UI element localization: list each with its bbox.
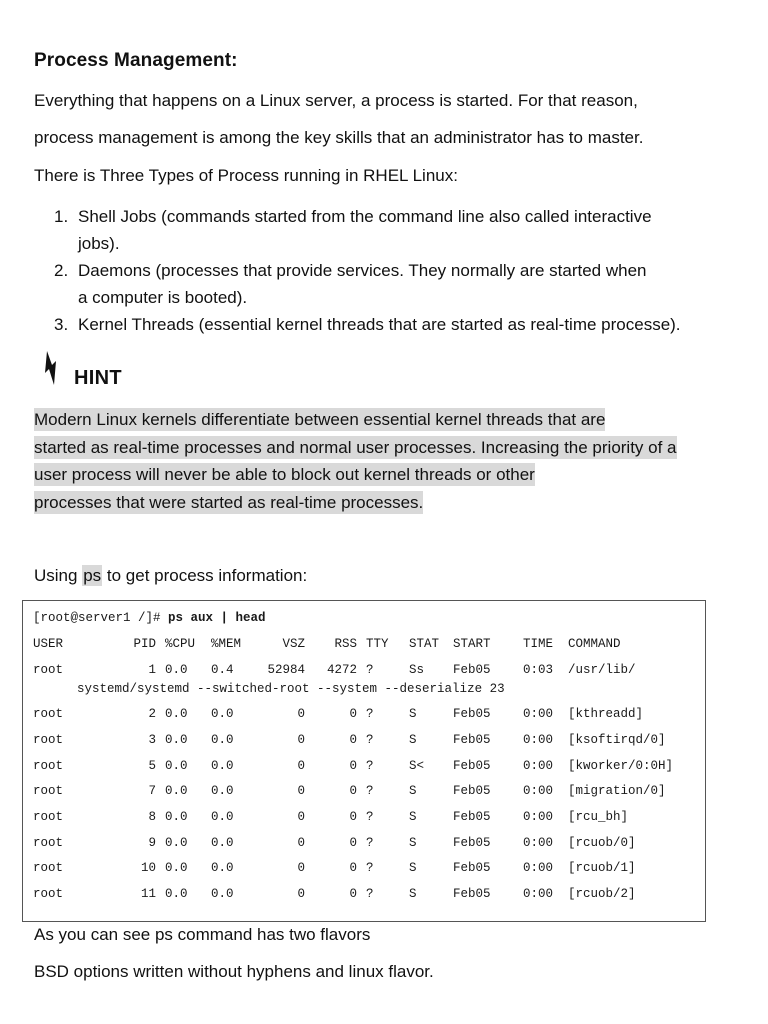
- table-cell: [rcu_bh]: [568, 810, 629, 824]
- table-cell: 52984: [267, 663, 305, 677]
- hint-text: [34, 406, 677, 516]
- table-cell: root: [33, 836, 64, 850]
- table-cell: 0: [297, 707, 305, 721]
- table-row: [23, 733, 705, 749]
- column-header: START: [453, 637, 491, 651]
- table-cell: 0.0: [211, 733, 234, 747]
- table-cell: 0: [349, 836, 357, 850]
- table-cell: ?: [366, 707, 374, 721]
- table-cell: 0: [297, 784, 305, 798]
- list-item: 3. Kernel Threads (essential kernel threads that are started as real-time processe).: [54, 315, 681, 334]
- column-header: VSZ: [282, 637, 305, 651]
- hint-label: HINT: [74, 367, 122, 389]
- list-item: 2. Daemons (processes that provide services. They normally are started when a computer is booted).: [54, 261, 647, 307]
- table-cell: S: [409, 861, 417, 875]
- intro-line-1: Everything that happens on a Linux server, a process is started. For that reason,: [34, 91, 638, 110]
- column-header: %MEM: [211, 637, 242, 651]
- table-cell: 8: [148, 810, 156, 824]
- hint-line-1: Modern Linux kernels differentiate between essential kernel threads that are: [34, 410, 606, 429]
- table-cell: 5: [148, 759, 156, 773]
- table-cell: ?: [366, 887, 374, 901]
- table-cell: ?: [366, 784, 374, 798]
- table-cell: 10: [140, 861, 156, 875]
- table-cell: 0.0: [165, 861, 188, 875]
- table-cell: root: [33, 733, 64, 747]
- table-cell: 0: [297, 836, 305, 850]
- table-cell: 0: [349, 707, 357, 721]
- table-cell: root: [33, 663, 64, 677]
- table-cell: 0.0: [211, 861, 234, 875]
- table-row: [23, 887, 705, 903]
- table-cell: Feb05: [453, 836, 491, 850]
- list-item: 1. Shell Jobs (commands started from the command line also called interactive jobs).: [54, 207, 652, 253]
- table-cell: ?: [366, 663, 374, 677]
- table-cell: 0:00: [523, 810, 554, 824]
- table-cell: root: [33, 887, 64, 901]
- table-cell: S: [409, 707, 417, 721]
- table-cell: Ss: [409, 663, 425, 677]
- table-cell: root: [33, 759, 64, 773]
- table-cell: 0.0: [211, 707, 234, 721]
- terminal-output: [22, 600, 706, 922]
- column-header: RSS: [334, 637, 357, 651]
- table-cell: Feb05: [453, 733, 491, 747]
- table-cell: 0.0: [165, 836, 188, 850]
- table-cell: 0.0: [165, 733, 188, 747]
- table-cell: ?: [366, 759, 374, 773]
- table-row: [23, 759, 705, 775]
- table-row: [23, 810, 705, 826]
- table-cell: S: [409, 784, 417, 798]
- table-cell: 0:00: [523, 707, 554, 721]
- table-cell: Feb05: [453, 663, 491, 677]
- after-line-2: BSD options written without hyphens and linux flavor.: [34, 962, 434, 981]
- table-cell: ?: [366, 861, 374, 875]
- table-cell: 11: [140, 887, 156, 901]
- table-cell: 0.0: [165, 663, 188, 677]
- table-cell: Feb05: [453, 810, 491, 824]
- table-cell: Feb05: [453, 759, 491, 773]
- table-row: [23, 836, 705, 852]
- table-cell: 0.0: [211, 887, 234, 901]
- table-cell: 0: [297, 861, 305, 875]
- table-cell: 0.0: [165, 810, 188, 824]
- hint-line-2: started as real-time processes and normal user processes. Increasing the priority of a: [34, 437, 677, 457]
- table-cell: 0:00: [523, 784, 554, 798]
- table-cell: 9: [148, 836, 156, 850]
- table-cell: S<: [409, 759, 425, 773]
- using-ps-line: Using ps to get process information:: [34, 566, 308, 585]
- column-header: TIME: [523, 637, 554, 651]
- hint-arrow-icon: [40, 349, 64, 387]
- terminal-command: ps aux | head: [168, 611, 266, 625]
- column-header: %CPU: [165, 637, 196, 651]
- process-types-list: [54, 203, 758, 338]
- table-cell: [migration/0]: [568, 784, 666, 798]
- table-cell: Feb05: [453, 861, 491, 875]
- table-cell: 0: [349, 887, 357, 901]
- table-cell: S: [409, 887, 417, 901]
- table-cell: 0:00: [523, 733, 554, 747]
- table-cell: 4272: [326, 663, 357, 677]
- table-cell: Feb05: [453, 784, 491, 798]
- table-cell: Feb05: [453, 707, 491, 721]
- table-cell: ?: [366, 836, 374, 850]
- after-line-1: As you can see ps command has two flavors: [34, 925, 371, 944]
- table-cell: [rcuob/0]: [568, 836, 636, 850]
- table-cell: 0.0: [165, 887, 188, 901]
- table-cell: 0:00: [523, 759, 554, 773]
- intro-line-2: process management is among the key skills that an administrator has to master.: [34, 128, 644, 147]
- table-cell: 0: [297, 759, 305, 773]
- column-header: PID: [133, 637, 156, 651]
- table-row: [23, 784, 705, 800]
- table-cell: [rcuob/2]: [568, 887, 636, 901]
- column-header: TTY: [366, 637, 389, 651]
- table-cell: S: [409, 810, 417, 824]
- intro-line-3: There is Three Types of Process running in RHEL Linux:: [34, 166, 458, 185]
- table-cell: [ksoftirqd/0]: [568, 733, 666, 747]
- table-cell: [rcuob/1]: [568, 861, 636, 875]
- table-cell: 0: [297, 887, 305, 901]
- column-header: STAT: [409, 637, 440, 651]
- table-cell: 0: [349, 784, 357, 798]
- table-cell: 0:03: [523, 663, 554, 677]
- section-title: Process Management:: [34, 50, 238, 71]
- table-cell: 3: [148, 733, 156, 747]
- table-cell: 0: [349, 861, 357, 875]
- table-cell: 0.0: [211, 784, 234, 798]
- column-header: COMMAND: [568, 637, 621, 651]
- table-cell: [kworker/0:0H]: [568, 759, 674, 773]
- table-cell: 0.0: [211, 759, 234, 773]
- table-cell: 0.4: [211, 663, 234, 677]
- table-cell: 0:00: [523, 887, 554, 901]
- table-cell: ?: [366, 733, 374, 747]
- table-cell: 0: [349, 759, 357, 773]
- table-cell: 0: [349, 810, 357, 824]
- table-cell: [kthreadd]: [568, 707, 644, 721]
- table-cell: 0.0: [211, 836, 234, 850]
- table-cell: 0.0: [211, 810, 234, 824]
- table-header: [23, 637, 705, 653]
- ps-command-highlight: ps: [83, 566, 102, 585]
- table-cell: root: [33, 784, 64, 798]
- table-cell: ?: [366, 810, 374, 824]
- table-cell: 0:00: [523, 861, 554, 875]
- table-cell: root: [33, 861, 64, 875]
- table-row: [23, 707, 705, 723]
- table-row: [23, 663, 705, 679]
- column-header: USER: [33, 637, 64, 651]
- table-cell: S: [409, 836, 417, 850]
- hint-line-4: processes that were started as real-time processes.: [34, 492, 424, 512]
- terminal-prompt: [root@server1 /]# ps aux | head: [33, 611, 266, 625]
- table-cell: 0: [297, 733, 305, 747]
- table-cell: 7: [148, 784, 156, 798]
- table-cell: 0: [349, 733, 357, 747]
- hint-line-3: user process will never be able to block out kernel threads or other: [34, 465, 535, 484]
- table-cell: 0.0: [165, 707, 188, 721]
- table-cell: root: [33, 810, 64, 824]
- table-cell: 0.0: [165, 759, 188, 773]
- command-continuation: systemd/systemd --switched-root --system --deserialize 23: [77, 682, 505, 696]
- table-cell: root: [33, 707, 64, 721]
- table-cell: S: [409, 733, 417, 747]
- table-row: [23, 861, 705, 877]
- table-cell: 1: [148, 663, 156, 677]
- table-cell: 2: [148, 707, 156, 721]
- table-cell: 0:00: [523, 836, 554, 850]
- table-cell: 0.0: [165, 784, 188, 798]
- table-cell: 0: [297, 810, 305, 824]
- table-cell: Feb05: [453, 887, 491, 901]
- table-cell: /usr/lib/: [568, 663, 636, 677]
